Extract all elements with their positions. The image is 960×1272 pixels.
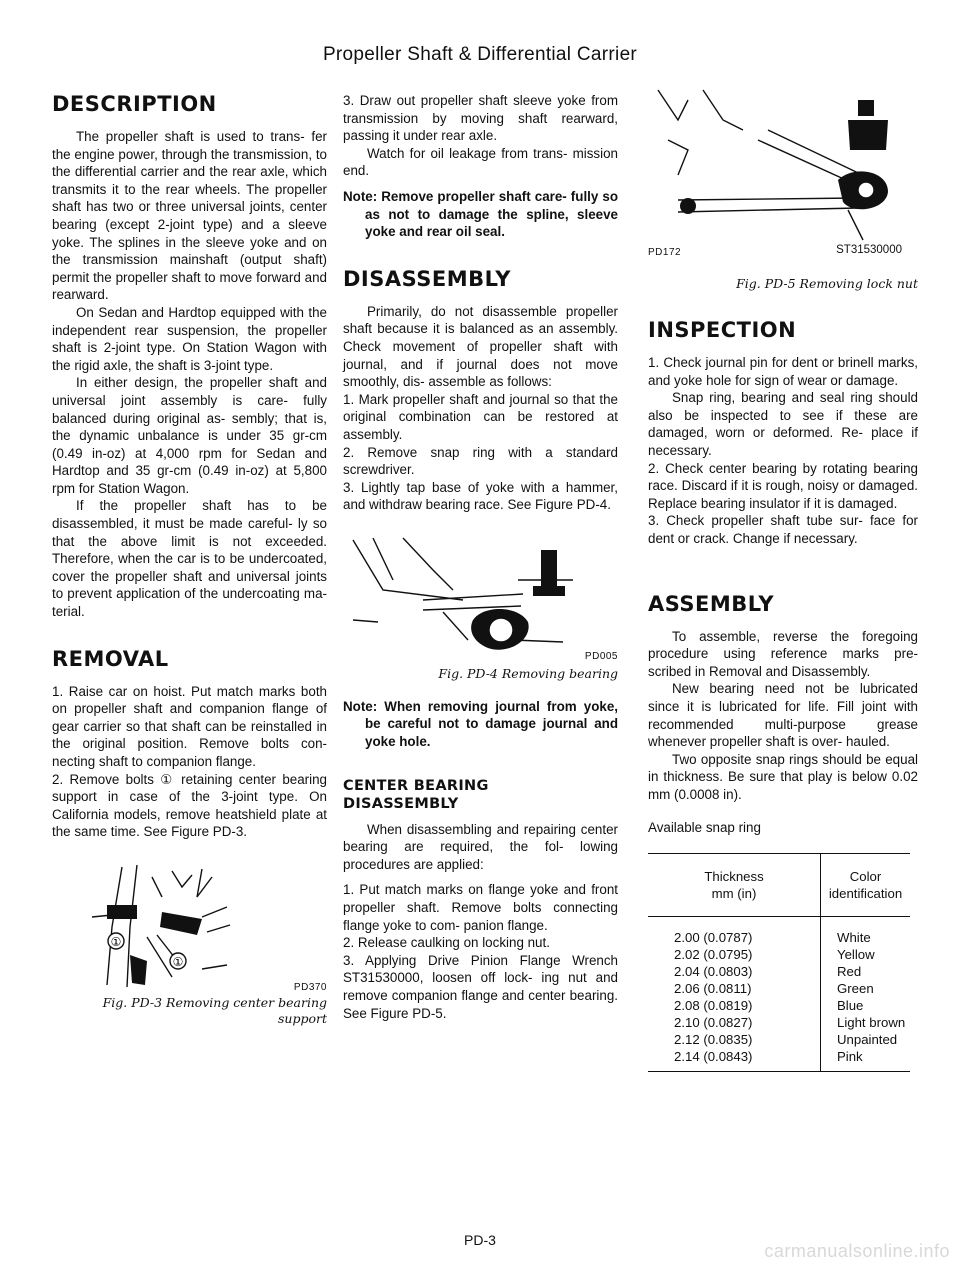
bearing-removal-illustration [343,530,618,662]
removal-step-3-sub: Watch for oil leakage from trans- mission end. [343,145,618,179]
figure-pd3 [52,857,327,995]
center-bearing-step-1: 1. Put match marks on flange yoke and front propeller shaft. Remove bolts connecting flange yoke to com- panion flange. [343,882,618,933]
assembly-paragraph-1: To assemble, reverse the foregoing procedure using reference marks pre- scribed in Removal and Disassembly. [648,628,918,679]
figure-pd5-tool-number: ST31530000 [836,244,902,256]
disassembly-step-3: 3. Lightly tap base of yoke with a hammer, and withdraw bearing race. See Figure PD-4. [343,479,618,513]
center-bearing-step-3: 3. Applying Drive Pinion Flange Wrench ST31530000, loosen off lock- ing nut and remove companion flange and center bearing. See Figure PD-5. [343,952,618,1021]
table-header-row [648,854,910,917]
figure-pd3-caption-line1: Fig. PD-3 Removing center bearing [102,994,327,1010]
callout-1-left: ① [110,934,122,949]
inspection-step-1-sub: Snap ring, bearing and seal ring should also be inspected to see if these are damaged, worn or deformed. Re- place if necessary. [648,390,918,458]
heading-inspection: INSPECTION [648,318,797,342]
snap-ring-table-title: Available snap ring [648,820,761,836]
figure-pd4 [343,530,618,662]
table-header-color: Color identification [821,854,911,917]
figure-pd4-caption: Fig. PD-4 Removing bearing [438,665,618,681]
snap-ring-table [648,853,910,1072]
center-bearing-step-2: 2. Release caulking on locking nut. [343,935,550,951]
page-header: Propeller Shaft & Differential Carrier [322,44,638,65]
inspection-step-2: 2. Check center bearing by rotating bearing race. Discard if it is rough, noisy or damaged. Replace bearing insulator if it is damaged. [648,460,918,511]
table-row: 2.00 (0.0787) White [648,917,910,947]
center-bearing-paragraph: When disassembling and repairing center bearing are required, the fol- lowing procedures are applied: [343,821,618,872]
table-row: 2.08 (0.0819) Blue [648,997,910,1014]
removal-note: Note: Remove propeller shaft care- fully so as not to damage the spline, sleeve yoke and rear oil seal. [343,188,618,240]
assembly-paragraph-2: New bearing need not be lubricated since it is lubricated for life. Fill joint with recommended multi-purpose grease whenever propeller shaft is over- hauled. [648,681,918,750]
figure-pd5-code: PD172 [648,247,682,258]
table-row: 2.04 (0.0803) Red [648,963,910,980]
removal-step-1: 1. Raise car on hoist. Put match marks both on propeller shaft and companion flange of gear carrier so that shaft can be reinstalled in the original position. Remove bolts con- necting shaft to companion flange. [52,683,327,769]
heading-disassembly: DISASSEMBLY [343,266,511,291]
description-paragraph-1: The propeller shaft is used to trans- fer the engine power, through the transmission, to the differential carrier and the rear axle, which transmits it to the rear wheels. The propeller shaft has two or three universal joints, center bearing (except 2-joint type) and a sleeve yoke. The splines in the sleeve yoke and on the transmission mainshaft (output shaft) permit the propeller shaft to move forward and rearward. [52,129,327,303]
figure-pd3-caption-line2: support [278,1010,327,1026]
assembly-paragraph-3: Two opposite snap rings should be equal in thickness. Be sure that play is below 0.02 mm (0.0008 in). [648,751,918,802]
description-paragraph-4: If the propeller shaft has to be disassembled, it must be made careful- ly so that the above limit is not exceeded. Therefore, when the car is to be undercoated, cover the propeller shaft and universal joints to prevent application of the undercoating ma- terial. [52,498,327,620]
figure-pd5 [648,80,918,272]
removal-step-2: 2. Remove bolts ① retaining center bearing support in case of the 3-joint type. On California models, remove heatshield plate at the same time. See Figure PD-3. [52,771,327,840]
description-paragraph-2: On Sedan and Hardtop equipped with the independent rear suspension, the propeller shaft is 2-joint type. On Station Wagon with the rigid axle, the shaft is 3-joint type. [52,304,327,373]
disassembly-paragraph: Primarily, do not disassemble propeller shaft because it is balanced as an assembly. Check movement of propeller shaft with journal, and if journal does not move smoothly, dis- assemble as follows: [343,303,618,390]
heading-center-bearing-line1: CENTER BEARING [343,777,489,794]
watermark: carmanualsonline.info [764,1241,950,1261]
removal-step-3: 3. Draw out propeller shaft sleeve yoke from transmission by moving shaft rearward, passing it under rear axle. [343,93,618,144]
figure-pd4-code: PD005 [584,650,618,662]
page-number: PD-3 [464,1232,496,1248]
description-paragraph-3: In either design, the propeller shaft and universal joint assembly is care- fully balanced during original as- sembly; that is, the dynamic unbalance is under 35 gr-cm (0.49 in-oz) at 4,000 rpm for Sedan and Hardtop and 35 gr-cm (0.49 in-oz) at 5,800 rpm for Station Wagon. [52,375,327,496]
figure-pd5-caption: Fig. PD-5 Removing lock nut [736,276,918,291]
heading-center-bearing-line2: DISASSEMBLY [343,795,459,812]
callout-1-right: ① [172,954,184,969]
column-middle [343,92,618,1022]
disassembly-step-2: 2. Remove snap ring with a standard screwdriver. [343,444,618,478]
disassembly-step-1: 1. Mark propeller shaft and journal so that the original combination can be restored at assembly. [343,391,618,442]
table-row: 2.14 (0.0843) Pink [648,1048,910,1072]
inspection-step-3: 3. Check propeller shaft tube sur- face for dent or crack. Change if necessary. [648,513,918,546]
heading-removal: REMOVAL [52,646,169,671]
column-left [52,92,327,1027]
table-row: 2.06 (0.0811) Green [648,980,910,997]
inspection-step-1: 1. Check journal pin for dent or brinell marks, and yoke hole for sign of wear or damage. [648,355,918,388]
figure-pd3-code: PD370 [293,981,327,993]
table-row: 2.02 (0.0795) Yellow [648,946,910,963]
table-row: 2.10 (0.0827) Light brown [648,1014,910,1031]
table-row: 2.12 (0.0835) Unpainted [648,1031,910,1048]
heading-assembly: ASSEMBLY [648,591,775,616]
heading-description: DESCRIPTION [52,92,217,116]
table-header-thickness: Thickness mm (in) [648,854,821,917]
center-bearing-illustration [52,857,327,995]
journal-note: Note: When removing journal from yoke, be careful not to damage journal and yoke hole. [343,698,618,750]
column-right [648,80,918,1072]
